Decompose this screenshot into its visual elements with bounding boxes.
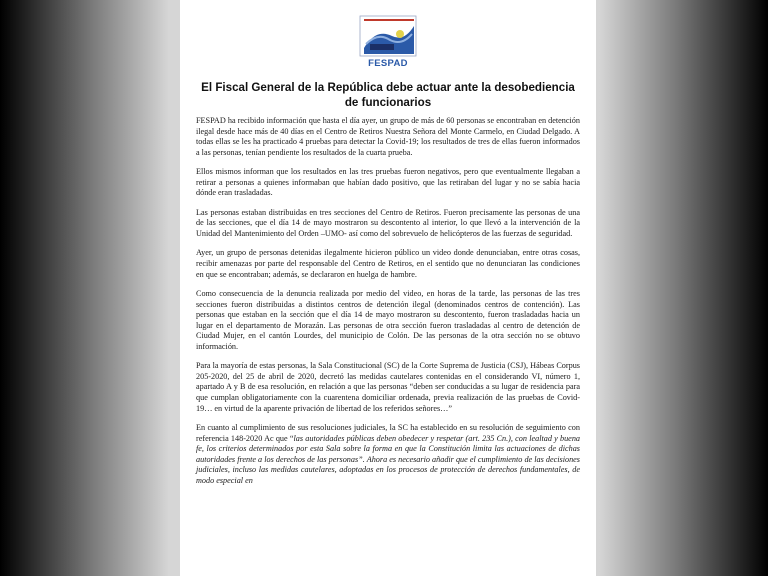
paragraph-7-intro: En cuanto al cumplimiento de sus resoluciones judiciales, la SC ha establecido en su resolución de seguimiento con referencia 148-2020 Ac que “ — [196, 423, 580, 443]
document-page — [180, 0, 596, 576]
paragraph-5: Como consecuencia de la denuncia realizada por medio del video, en horas de la tarde, las personas de las tres secciones fueron distribuidas a distintos centros de detención ilegal (denominados centros de contención). Las personas que estaban en la sección que el día 14 de mayo mostraron su descontento, fueron trasladadas hacia un lugar en el departamento de Morazán. Las personas de otra sección fueron trasladadas al centro de detención de Ciudad Mujer, en el cantón Lourdes, del municipio de Colón. De las personas de la otra sección no se obtuvo información. — [196, 289, 580, 351]
paragraph-3: Las personas estaban distribuidas en tres secciones del Centro de Retiros. Fueron precisamente las personas de una de las secciones, que el día 14 de mayo mostraron su descontento al interior, lo que llevó a la intervención de la Unidad del Mantenimiento del Orden –UMO- así como del sobrevuelo de helicópteros de las fuerzas de seguridad. — [196, 207, 580, 238]
paragraph-1: FESPAD ha recibido información que hasta el día ayer, un grupo de más de 60 personas se encontraban en detención ilegal desde hace más de 40 días en el Centro de Retiros Nuestra Señora del Monte Carmelo, en Ciudad Delgado. A todas ellas se les ha practicado 4 pruebas para detectar la Covid-19; los resultados de tres de ellas fueron informados a las personas, tenían pendiente los resultados de la cuarta prueba. — [196, 116, 580, 157]
paragraph-2: Ellos mismos informan que los resultados en las tres pruebas fueron negativos, pero que eventualmente llegaban a retirar a personas a quienes informaban que habían dado positivo, que las retiraban del lugar y no se sabía hacia dónde eran trasladadas. — [196, 167, 580, 198]
paragraph-4: Ayer, un grupo de personas detenidas ilegalmente hicieron público un video donde denunciaban, entre otras cosas, recibir amenazas por parte del responsable del Centro de Retiros, en el sentido que no denunciaran las condiciones en que se encontraban; además, se declararon en huelga de hambre. — [196, 248, 580, 279]
document-body — [196, 116, 580, 495]
paragraph-7 — [196, 423, 580, 486]
logo-wordmark: FESPAD — [368, 58, 408, 69]
paragraph-6: Para la mayoría de estas personas, la Sala Constitucional (SC) de la Corte Suprema de Justicia (CSJ), Hábeas Corpus 205-2020, del 25 de abril de 2020, decretó las medidas cautelares contenidas en el considerando VI, número 1, apartado A y B de esa resolución, en relación a que las personas “deben ser conducidas a su lugar de residencia para que cumplan obligatoriamente con la cuarentena domiciliar ordenada, previa realización de las pruebas de Covid-19… en virtud de la aparente privación de libertad de los referidos señores…” — [196, 361, 580, 413]
paragraph-7-quote: las autoridades públicas deben obedecer y respetar (art. 235 Cn.), con lealtad y buena fe, los criterios determinados por esta Sala sobre la forma en que la Constitución limita las actuaciones de dichas autoridades frente a los derechos de las personas”. Ahora es necesario añadir que el cumplimiento de las decisiones judiciales, incluso las medidas cautelares, adoptadas en los procesos de protección de derechos fundamentales, de modo especial en — [196, 433, 581, 485]
page-title: El Fiscal General de la República debe actuar ante la desobediencia de funcionarios — [201, 81, 575, 109]
